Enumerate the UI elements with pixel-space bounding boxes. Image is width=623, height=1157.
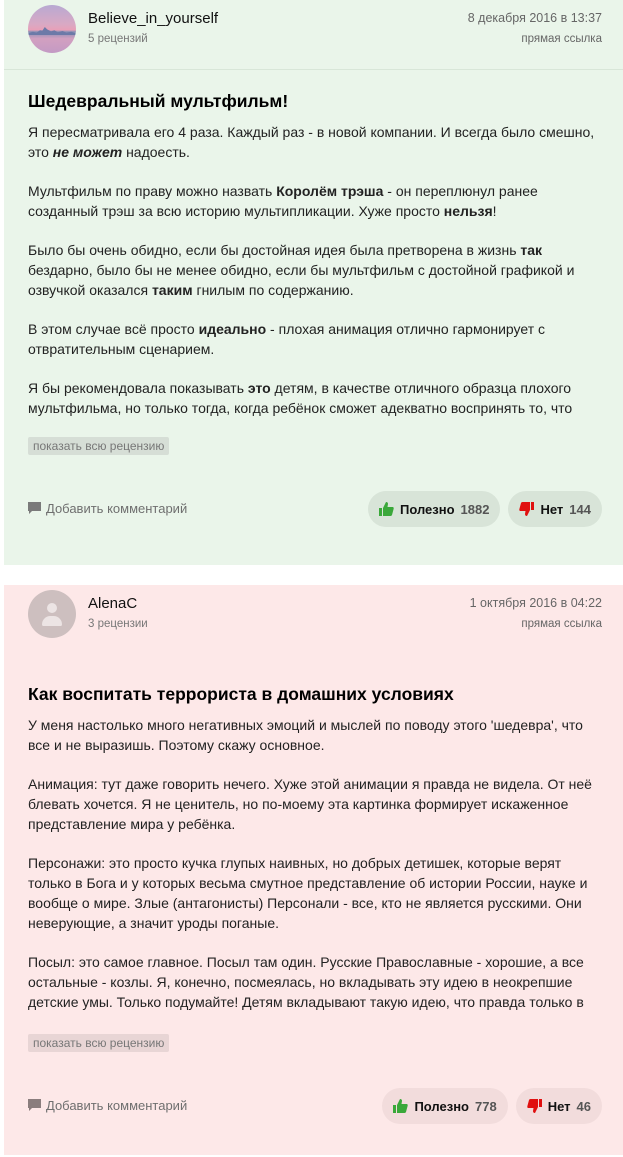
add-comment-label: Добавить комментарий: [46, 501, 188, 516]
review-card: [4, 0, 623, 565]
review-header: [4, 585, 623, 655]
not-useful-button[interactable]: [516, 1088, 602, 1124]
author-name[interactable]: Believe_in_yourself: [88, 10, 219, 27]
not-useful-button[interactable]: [508, 491, 602, 527]
permalink[interactable]: прямая ссылка: [521, 618, 602, 630]
thumbs-up-icon: [379, 502, 394, 516]
review-actions: [28, 1088, 602, 1124]
useful-button[interactable]: [382, 1088, 507, 1124]
review-paragraph: Я пересматривала его 4 раза. Каждый раз - в новой компании. И всегда было смешно, это не может надоесть.: [28, 124, 595, 160]
emphasis-text: нельзя: [443, 203, 493, 219]
review-paragraph: В этом случае всё просто идеально - плохая анимация отлично гармонирует с отвратительным сценарием.: [28, 321, 546, 357]
review-title: Как воспитать террориста в домашних условиях: [28, 684, 454, 704]
useful-label: Полезно: [414, 1098, 469, 1114]
review-date: 1 октября 2016 в 04:22: [469, 596, 602, 610]
review-paragraph: Было бы очень обидно, если бы достойная идея была претворена в жизнь так бездарно, было бы не менее обидно, если бы мультфильм с достойной графикой и озвучкой оказался таким гнилым по содержанию.: [28, 242, 575, 298]
review-paragraph: Анимация: тут даже говорить нечего. Хуже этой анимации я правда не видела. От неё блевать хочется. Я не ценитель, но по-моему эта картинка формирует искаженное представление мира у ребёнка.: [28, 776, 592, 832]
comment-icon: [28, 1099, 41, 1112]
review-actions: [28, 491, 602, 527]
vote-group: [382, 1088, 602, 1124]
author-review-count: 3 рецензии: [88, 618, 148, 630]
review-paragraph: Я бы рекомендовала показывать это детям, в качестве отличного образца плохого мультфильма, но только тогда, когда ребёнок сможет адекватно воспринять то, что: [28, 380, 573, 416]
add-comment-label: Добавить комментарий: [46, 1098, 188, 1113]
emphasis-text: идеально: [198, 321, 267, 337]
thumbs-up-icon: [393, 1099, 408, 1113]
not-useful-count: 46: [576, 1098, 591, 1114]
user-icon-body: [42, 616, 62, 626]
add-comment-button[interactable]: [28, 1098, 187, 1113]
review-text: [28, 122, 599, 418]
user-icon: [47, 603, 57, 613]
useful-count: 778: [475, 1098, 497, 1114]
show-full-review-button[interactable]: показать всю рецензию: [28, 1034, 169, 1052]
emphasis-text: не может: [52, 144, 123, 160]
add-comment-button[interactable]: [28, 501, 187, 516]
emphasis-text: так: [520, 242, 543, 258]
not-useful-label: Нет: [547, 1098, 571, 1114]
review-paragraph: Мультфильм по праву можно назвать Королём трэша - он переплюнул ранее созданный трэш за всю историю мультипликации. Хуже просто нельзя!: [28, 183, 538, 219]
avatar[interactable]: [28, 590, 76, 638]
emphasis-text: это: [247, 380, 271, 396]
author-review-count: 5 рецензий: [88, 33, 148, 45]
author-name[interactable]: AlenaC: [88, 595, 138, 612]
review-title: Шедевральный мультфильм!: [28, 91, 289, 111]
review-text: [28, 715, 599, 1011]
review-header: [4, 0, 623, 70]
avatar[interactable]: [28, 5, 76, 53]
permalink[interactable]: прямая ссылка: [521, 33, 602, 45]
comment-icon: [28, 502, 41, 515]
review-body: [4, 70, 623, 455]
review-card: [4, 585, 623, 1155]
not-useful-count: 144: [569, 501, 591, 517]
emphasis-text: Королём трэша: [276, 183, 384, 199]
review-paragraph: Посыл: это самое главное. Посыл там один. Русские Православные - хорошие, а все остальные - козлы. Я, конечно, посмеялась, но вкладывать эту идею в неокрепшие детские умы. Только подумайте! Детям вкладывают такую идею, что правда только в: [28, 954, 584, 1010]
review-paragraph: У меня настолько много негативных эмоций и мыслей по поводу этого 'шедевра', что все и не выразишь. Поэтому скажу основное.: [28, 717, 583, 753]
vote-group: [368, 491, 602, 527]
show-full-review-button[interactable]: показать всю рецензию: [28, 437, 169, 455]
thumbs-down-icon: [519, 502, 534, 516]
not-useful-label: Нет: [540, 501, 564, 517]
useful-button[interactable]: [368, 491, 500, 527]
review-body: [4, 655, 623, 1052]
emphasis-text: таким: [151, 282, 193, 298]
review-date: 8 декабря 2016 в 13:37: [467, 11, 602, 25]
useful-count: 1882: [460, 501, 490, 517]
useful-label: Полезно: [400, 501, 455, 517]
thumbs-down-icon: [527, 1099, 542, 1113]
review-paragraph: Персонажи: это просто кучка глупых наивных, но добрых детишек, которые верят только в Бога и у которых весьма смутное представление об истории России, науке и вообще о мире. Злые (антагонисты) Персонали - все, кто не является русскими. Они неверующие, а значит уроды поганые.: [28, 855, 588, 931]
avatar-skyline-image: [28, 27, 76, 35]
